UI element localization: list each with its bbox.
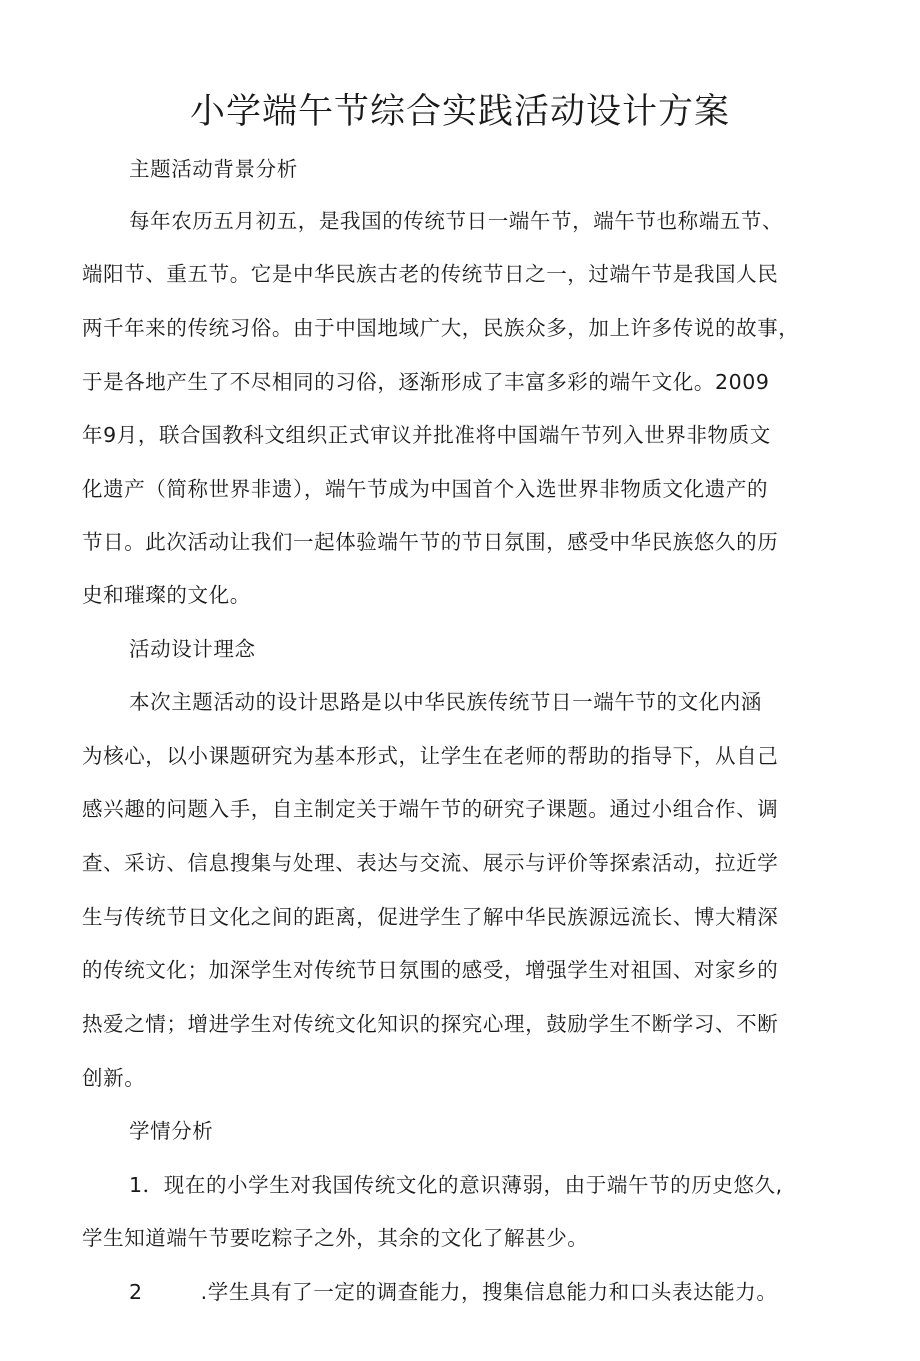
paragraph-line: 于是各地产生了不尽相同的习俗，逐渐形成了丰富多彩的端午文化。2009 [82,370,770,394]
paragraph-line: 本次主题活动的设计思路是以中华民族传统节日一端午节的文化内涵 [129,690,762,714]
paragraph-line: 查、采访、信息搜集与处理、表达与交流、展示与评价等探索活动，拉近学 [82,851,779,875]
list-item-number: 2 [129,1280,143,1304]
list-item-2 [129,1277,777,1307]
paragraph-line: 化遗产（简称世界非遗），端午节成为中国首个入选世界非物质文化遗产的 [82,477,769,501]
list-item-line: 1．现在的小学生对我国传统文化的意识薄弱，由于端午节的历史悠久, [129,1173,783,1197]
paragraph-line: 热爱之情；增进学生对传统文化知识的探究心理，鼓励学生不断学习、不断 [82,1012,779,1036]
paragraph-line: 创新。 [82,1066,146,1090]
list-item-line: 学生知道端午节要吃粽子之外，其余的文化了解甚少。 [82,1226,589,1250]
section-heading-student-analysis: 学情分析 [129,1119,214,1143]
section-heading-design-concept: 活动设计理念 [129,637,256,661]
section-heading-background: 主题活动背景分析 [129,157,298,181]
paragraph-line: 感兴趣的问题入手，自主制定关于端午节的研究子课题。通过小组合作、调 [82,797,779,821]
paragraph-line: 节日。此次活动让我们一起体验端午节的节日氛围，感受中华民族悠久的历 [82,530,779,554]
paragraph-line: 每年农历五月初五，是我国的传统节日一端午节，端午节也称端五节、 [129,209,784,233]
list-item-text: .学生具有了一定的调查能力，搜集信息能力和口头表达能力。 [200,1280,778,1304]
document-title: 小学端午节综合实践活动设计方案 [189,92,730,132]
paragraph-line: 为核心，以小课题研究为基本形式，让学生在老师的帮助的指导下，从自己 [82,744,779,768]
paragraph-line: 端阳节、重五节。它是中华民族古老的传统节日之一，过端午节是我国人民 [82,262,779,286]
paragraph-line: 史和璀璨的文化。 [82,583,251,607]
paragraph-line: 的传统文化；加深学生对传统节日氛围的感受，增强学生对祖国、对家乡的 [82,958,779,982]
paragraph-line: 两千年来的传统习俗。由于中国地域广大，民族众多，加上许多传说的故事， [82,316,800,340]
paragraph-line: 年9月，联合国教科文组织正式审议并批准将中国端午节列入世界非物质文 [82,423,771,447]
paragraph-line: 生与传统节日文化之间的距离，促进学生了解中华民族源远流长、博大精深 [82,905,779,929]
